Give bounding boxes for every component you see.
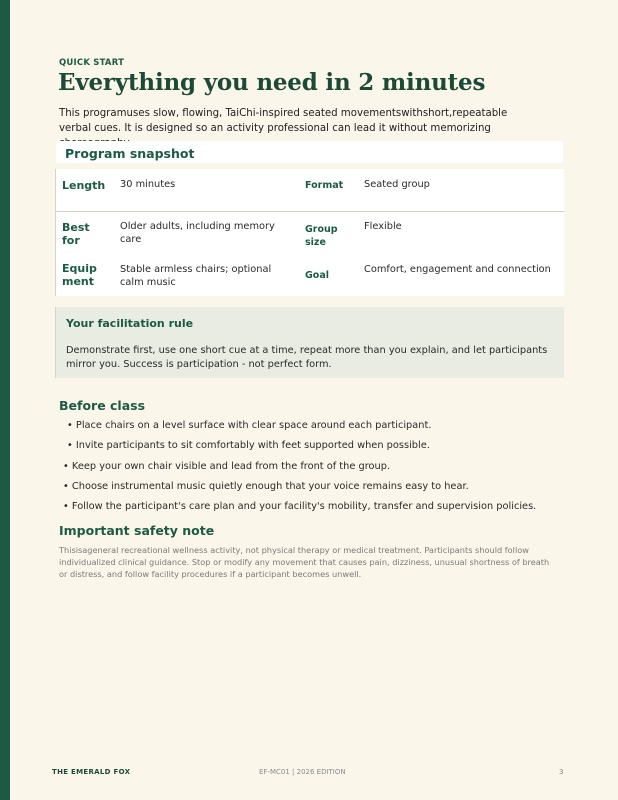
facilitation-rule-callout [55,307,564,378]
length-value: 30 minutes [120,179,176,190]
goal-value: Comfort, engagement and connection [364,264,551,275]
safety-text: Thisisageneral recreational wellness activity, not physical therapy or medical treatment. Participants should follow individualized clinical guidance. Stop or modify any movement that causes pain, dizziness, unusual shortness of breath or distress, and follow facility procedures if a participant becomes unwell. [59,545,550,579]
footer-brand: THE EMERALD FOX [52,768,131,776]
rule-text: Demonstrate first, use one short cue at a time, repeat more than you explain, and let participants mirror you. Success is participation - not perfect form. [66,345,548,370]
page-title: Everything you need in 2 minutes [58,69,486,96]
list-item: • Choose instrumental music quietly enough that your voice remains easy to hear. [63,481,469,492]
snapshot-header [56,141,563,163]
goal-label: Goal [305,270,329,281]
page-number: 3 [559,768,564,776]
before-class-heading: Before class [59,398,146,413]
format-value: Seated group [364,179,430,190]
section-eyebrow: QUICK START [59,58,125,68]
equipment-value: Stable armless chairs; optional calm music [120,264,272,288]
equipment-label: Equipment [62,262,97,288]
list-item: • Place chairs on a level surface with clear space around each participant. [67,420,432,431]
snapshot-heading: Program snapshot [65,146,195,161]
best-for-label: Best for [62,221,90,247]
list-item: • Keep your own chair visible and lead from the front of the group. [63,461,391,472]
safety-heading: Important safety note [59,523,215,538]
format-label: Format [305,180,344,191]
list-item: • Follow the participant's care plan and your facility's mobility, transfer and supervision policies. [63,501,537,512]
left-accent-bar [0,0,10,800]
length-label: Length [62,179,106,192]
best-for-value: Older adults, including memory care [120,221,275,245]
group-size-value: Flexible [364,221,402,232]
group-size-label: Group size [305,224,338,248]
rule-title: Your facilitation rule [66,317,194,330]
row-divider [56,211,564,212]
snapshot-table [55,169,564,296]
footer-edition: EF-MC01 | 2026 EDITION [259,768,346,776]
list-item: • Invite participants to sit comfortably with feet supported when possible. [67,440,430,451]
intro-paragraph: This programuses slow, flowing, TaiChi-inspired seated movementswithshort,repeatable verbal cues. It is designed so an activity professional can lead it without memorizing [59,108,508,134]
